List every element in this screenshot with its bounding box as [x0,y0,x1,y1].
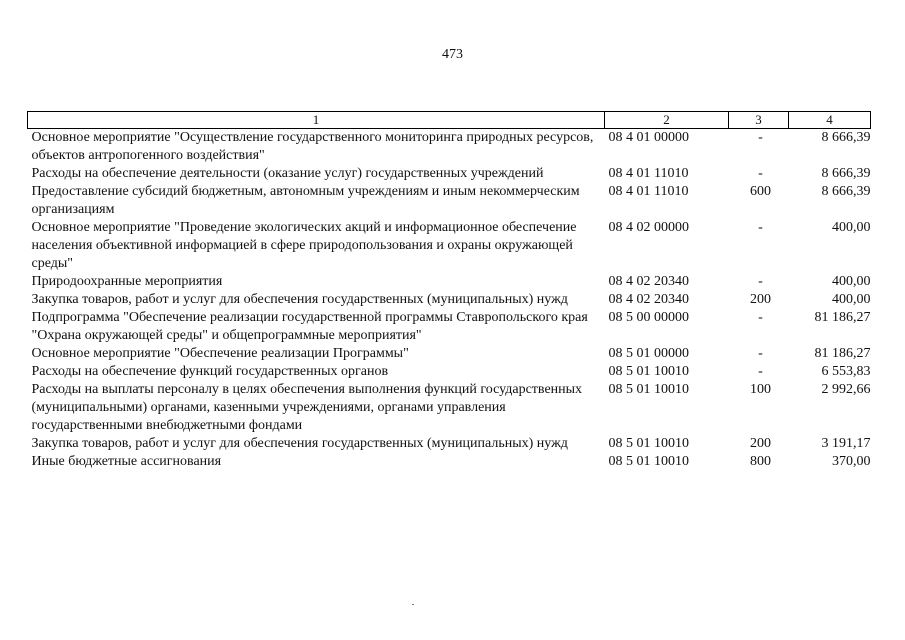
row-code: 08 5 01 10010 [608,436,689,451]
row-type: 600 [750,184,771,199]
scan-speck [412,604,414,605]
row-amount: 400,00 [832,292,871,307]
row-code: 08 5 00 00000 [608,310,689,325]
row-type: - [758,346,763,361]
row-code: 08 4 01 00000 [608,130,689,145]
column-header-4: 4 [789,112,871,129]
row-name: Основное мероприятие "Проведение экологических акций и информационное обеспечение населения объективной информацией в сфере природопользования и охраны окружающей среды" [31,220,577,271]
row-code: 08 4 02 20340 [608,292,689,307]
table-body [28,129,871,472]
row-code: 08 5 01 00000 [608,346,689,361]
table-row [28,453,871,471]
table-row [28,435,871,453]
row-amount: 400,00 [832,274,871,289]
row-code: 08 4 01 11010 [608,166,689,181]
row-amount: 6 553,83 [821,364,871,379]
table-header [28,112,871,129]
row-amount: 370,00 [832,454,871,469]
row-name: Закупка товаров, работ и услуг для обеспечения государственных (муниципальных) нужд [31,436,568,451]
row-amount: 2 992,66 [821,382,871,397]
row-type: - [758,220,763,235]
row-amount: 3 191,17 [821,436,871,451]
table-row [28,183,871,219]
row-name: Расходы на обеспечение деятельности (оказание услуг) государственных учреждений [31,166,544,181]
budget-table [27,111,871,471]
row-name: Закупка товаров, работ и услуг для обеспечения государственных (муниципальных) нужд [31,292,568,307]
row-amount: 81 186,27 [814,310,871,325]
table-row [28,129,871,166]
row-type: 200 [750,436,771,451]
row-name: Основное мероприятие "Обеспечение реализации Программы" [31,346,409,361]
row-name: Расходы на обеспечение функций государственных органов [31,364,389,379]
table-row [28,219,871,273]
table-row [28,309,871,345]
table-row [28,291,871,309]
row-name: Расходы на выплаты персоналу в целях обеспечения выполнения функций государственных (муниципальными) органами, казенными учреждениями, органами управления государственными внебюджетными фондами [31,382,583,433]
row-amount: 400,00 [832,220,871,235]
row-amount: 8 666,39 [821,184,871,199]
row-type: - [758,130,763,145]
table-row [28,381,871,435]
row-name: Природоохранные мероприятия [31,274,223,289]
row-name: Иные бюджетные ассигнования [31,454,222,469]
row-amount: 8 666,39 [821,130,871,145]
table-row [28,165,871,183]
row-amount: 8 666,39 [821,166,871,181]
row-code: 08 4 02 00000 [608,220,689,235]
row-name: Подпрограмма "Обеспечение реализации государственной программы Ставропольского края "Охрана окружающей среды" и общепрограммные мероприятия" [31,310,588,343]
column-header-3: 3 [729,112,789,129]
row-amount: 81 186,27 [814,346,871,361]
row-code: 08 5 01 10010 [608,454,689,469]
row-type: 800 [750,454,771,469]
row-type: - [758,274,763,289]
row-type: - [758,364,763,379]
row-type: - [758,166,763,181]
row-type: 100 [750,382,771,397]
row-name: Предоставление субсидий бюджетным, автономным учреждениям и иным некоммерческим организациям [31,184,580,217]
header-row [28,112,871,129]
table-row [28,345,871,363]
row-name: Основное мероприятие "Осуществление государственного мониторинга природных ресурсов, объектов антропогенного воздействия" [31,130,594,163]
column-header-1: 1 [28,112,605,129]
row-code: 08 4 01 11010 [608,184,689,199]
row-code: 08 5 01 10010 [608,382,689,397]
table-row [28,273,871,291]
row-code: 08 4 02 20340 [608,274,689,289]
row-type: - [758,310,763,325]
row-code: 08 5 01 10010 [608,364,689,379]
table-row [28,363,871,381]
column-header-2: 2 [605,112,729,129]
row-type: 200 [750,292,771,307]
page-number: 473 [442,47,463,62]
